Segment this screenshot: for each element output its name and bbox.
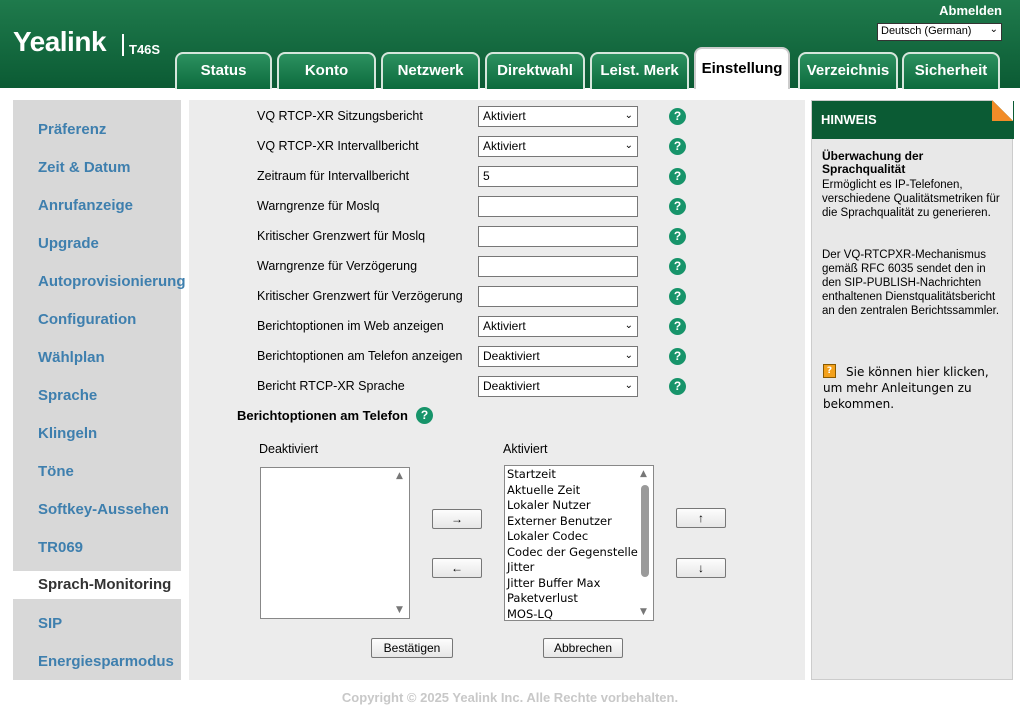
scroll-down-icon[interactable]: ▼ (640, 607, 647, 617)
help-icon[interactable]: ? (416, 407, 433, 424)
help-link[interactable]: Sie können hier klicken, um mehr Anleitungen zu bekommen. (823, 365, 989, 411)
help-icon[interactable]: ? (669, 198, 686, 215)
sidebar-item-upgrade[interactable]: Upgrade (38, 235, 99, 252)
tab-label: Netzwerk (397, 62, 464, 79)
list-item[interactable]: Paketverlust (507, 591, 578, 605)
tab-label: Direktwahl (497, 62, 573, 79)
help-icon[interactable]: ? (669, 378, 686, 395)
brand-logo: Yealink (13, 26, 107, 57)
move-left-button[interactable]: ← (432, 558, 482, 578)
delay-warning-input[interactable] (478, 256, 638, 277)
chevron-down-icon: ⌄ (624, 110, 633, 121)
help-icon[interactable]: ? (669, 168, 686, 185)
list-item[interactable]: Lokaler Codec (507, 529, 589, 543)
moslq-critical-input[interactable] (478, 226, 638, 247)
hint-title: Überwachung der Sprachqualität (822, 149, 924, 176)
hint-paragraph: Der VQ-RTCPXR-Mechanismus gemäß RFC 6035 sendet den in den SIP-PUBLISH-Nachrichten enthaltenen Dienstqualitätsbericht an den zentralen Berichtssammler. (822, 249, 1000, 317)
field-label: Berichtoptionen am Telefon anzeigen (257, 349, 463, 363)
sidebar-item-energiesparmodus[interactable]: Energiesparmodus (38, 653, 174, 670)
select-value: Aktiviert (483, 109, 526, 123)
sidebar-item-sprach-monitoring[interactable]: Sprach-Monitoring (13, 571, 189, 599)
sidebar-item-toene[interactable]: Töne (38, 463, 74, 480)
field-label: Kritischer Grenzwert für Verzögerung (257, 289, 463, 303)
field-label: Bericht RTCP-XR Sprache (257, 379, 405, 393)
settings-panel (189, 100, 805, 680)
list-item[interactable]: Externer Benutzer (507, 513, 612, 528)
tab-label: Sicherheit (914, 62, 988, 79)
sidebar-item-praeferenz[interactable]: Präferenz (38, 121, 107, 138)
chevron-down-icon: ⌄ (624, 320, 633, 331)
copyright-footer: Copyright © 2025 Yealink Inc. Alle Rechte vorbehalten. (341, 690, 679, 705)
disabled-list-label: Deaktiviert (259, 442, 319, 456)
tab-einstellung[interactable] (694, 47, 790, 89)
sidebar-item-zeit-datum[interactable]: Zeit & Datum (38, 159, 131, 176)
scrollbar[interactable] (394, 469, 408, 617)
interval-period-input[interactable]: 5 (478, 166, 638, 187)
vq-session-report-select[interactable] (478, 106, 638, 127)
web-report-options-select[interactable] (478, 316, 638, 337)
disabled-options-list[interactable] (260, 467, 410, 619)
field-label: Warngrenze für Moslq (257, 199, 380, 213)
chevron-down-icon: ⌄ (989, 24, 998, 35)
tab-konto[interactable] (277, 52, 376, 89)
field-label: VQ RTCP-XR Sitzungsbericht (257, 109, 423, 123)
sidebar-item-waehlplan[interactable]: Wählplan (38, 349, 105, 366)
help-icon[interactable]: ? (669, 258, 686, 275)
select-value: Deaktiviert (483, 379, 540, 393)
help-icon[interactable]: ? (669, 288, 686, 305)
enabled-options-list[interactable] (504, 465, 654, 621)
hint-heading: HINWEIS (812, 101, 1014, 139)
help-icon[interactable]: ? (669, 318, 686, 335)
section-title: Berichtoptionen am Telefon (237, 408, 408, 423)
sidebar-item-klingeln[interactable]: Klingeln (38, 425, 98, 442)
model-label: T46S (129, 42, 161, 57)
moslq-warning-input[interactable] (478, 196, 638, 217)
tab-sicherheit[interactable] (902, 52, 1000, 89)
field-label: Berichtoptionen im Web anzeigen (257, 319, 444, 333)
list-item[interactable]: Aktuelle Zeit (507, 482, 581, 497)
select-value: Aktiviert (483, 319, 526, 333)
move-down-button[interactable]: ↓ (676, 558, 726, 578)
sidebar-item-configuration[interactable]: Configuration (38, 311, 137, 328)
hint-paragraph: Ermöglicht es IP-Telefonen, verschiedene Qualitätsmetriken für die Sprachqualität zu generieren. (822, 179, 1000, 219)
tab-label: Leist. Merk (600, 62, 679, 79)
sidebar-item-anrufanzeige[interactable]: Anrufanzeige (38, 197, 134, 214)
tab-label: Verzeichnis (806, 62, 890, 79)
rtcp-xr-voice-report-select[interactable] (478, 376, 638, 397)
sidebar-item-softkey-aussehen[interactable]: Softkey-Aussehen (38, 501, 169, 518)
list-item[interactable]: Startzeit (507, 467, 556, 481)
field-label: Zeitraum für Intervallbericht (257, 169, 410, 183)
chevron-down-icon: ⌄ (624, 140, 633, 151)
select-value: Aktiviert (483, 139, 526, 153)
tab-label: Einstellung (701, 60, 783, 77)
logout-link[interactable]: Abmelden (939, 3, 1002, 18)
field-label: Warngrenze für Verzögerung (257, 259, 418, 273)
scroll-up-icon[interactable]: ▲ (396, 471, 403, 481)
tab-direktwahl[interactable] (485, 52, 585, 89)
enabled-list-label: Aktiviert (503, 442, 548, 456)
tab-verzeichnis[interactable] (798, 52, 898, 89)
tab-status[interactable] (175, 52, 272, 89)
phone-report-options-select[interactable] (478, 346, 638, 367)
tab-netzwerk[interactable] (381, 52, 480, 89)
chevron-down-icon: ⌄ (624, 350, 633, 361)
top-header (0, 0, 1020, 88)
scrollbar[interactable] (638, 467, 652, 619)
help-icon[interactable]: ? (669, 228, 686, 245)
tab-leist-merk[interactable] (590, 52, 689, 89)
scroll-up-icon[interactable]: ▲ (640, 469, 647, 479)
sidebar-item-tr069[interactable]: TR069 (38, 539, 84, 556)
scroll-down-icon[interactable]: ▼ (396, 605, 403, 615)
list-item[interactable]: Jitter (507, 560, 535, 574)
list-item[interactable]: Jitter Buffer Max (507, 575, 601, 590)
vq-interval-report-select[interactable] (478, 136, 638, 157)
scroll-thumb[interactable] (641, 485, 649, 577)
delay-critical-input[interactable] (478, 286, 638, 307)
move-right-button[interactable]: → (432, 509, 482, 529)
tab-label: Konto (304, 62, 349, 79)
help-icon[interactable]: ? (669, 348, 686, 365)
tab-label: Status (200, 62, 247, 79)
help-icon[interactable]: ? (669, 108, 686, 125)
help-icon[interactable]: ? (669, 138, 686, 155)
list-item[interactable]: Codec der Gegenstelle (507, 544, 638, 559)
field-label: Kritischer Grenzwert für Moslq (257, 229, 426, 243)
sidebar-item-autoprovisionierung[interactable]: Autoprovisionierung (38, 273, 186, 290)
hint-panel (811, 100, 1013, 680)
logo-separator (122, 34, 124, 56)
language-select[interactable] (877, 23, 1002, 41)
help-book-icon[interactable]: ? (823, 364, 836, 378)
list-item[interactable]: MOS-LQ (507, 606, 553, 621)
move-up-button[interactable]: ↑ (676, 508, 726, 528)
confirm-button[interactable]: Bestätigen (371, 638, 453, 658)
list-item[interactable]: Lokaler Nutzer (507, 498, 591, 512)
chevron-down-icon: ⌄ (624, 380, 633, 391)
select-value: Deaktiviert (483, 349, 540, 363)
cancel-button[interactable]: Abbrechen (543, 638, 623, 658)
field-label: VQ RTCP-XR Intervallbericht (257, 139, 419, 153)
sidebar-item-sprache[interactable]: Sprache (38, 387, 98, 404)
sidebar-item-sip[interactable]: SIP (38, 615, 63, 632)
corner-fold-icon (992, 100, 1013, 121)
language-select-value: Deutsch (German) (881, 25, 972, 37)
